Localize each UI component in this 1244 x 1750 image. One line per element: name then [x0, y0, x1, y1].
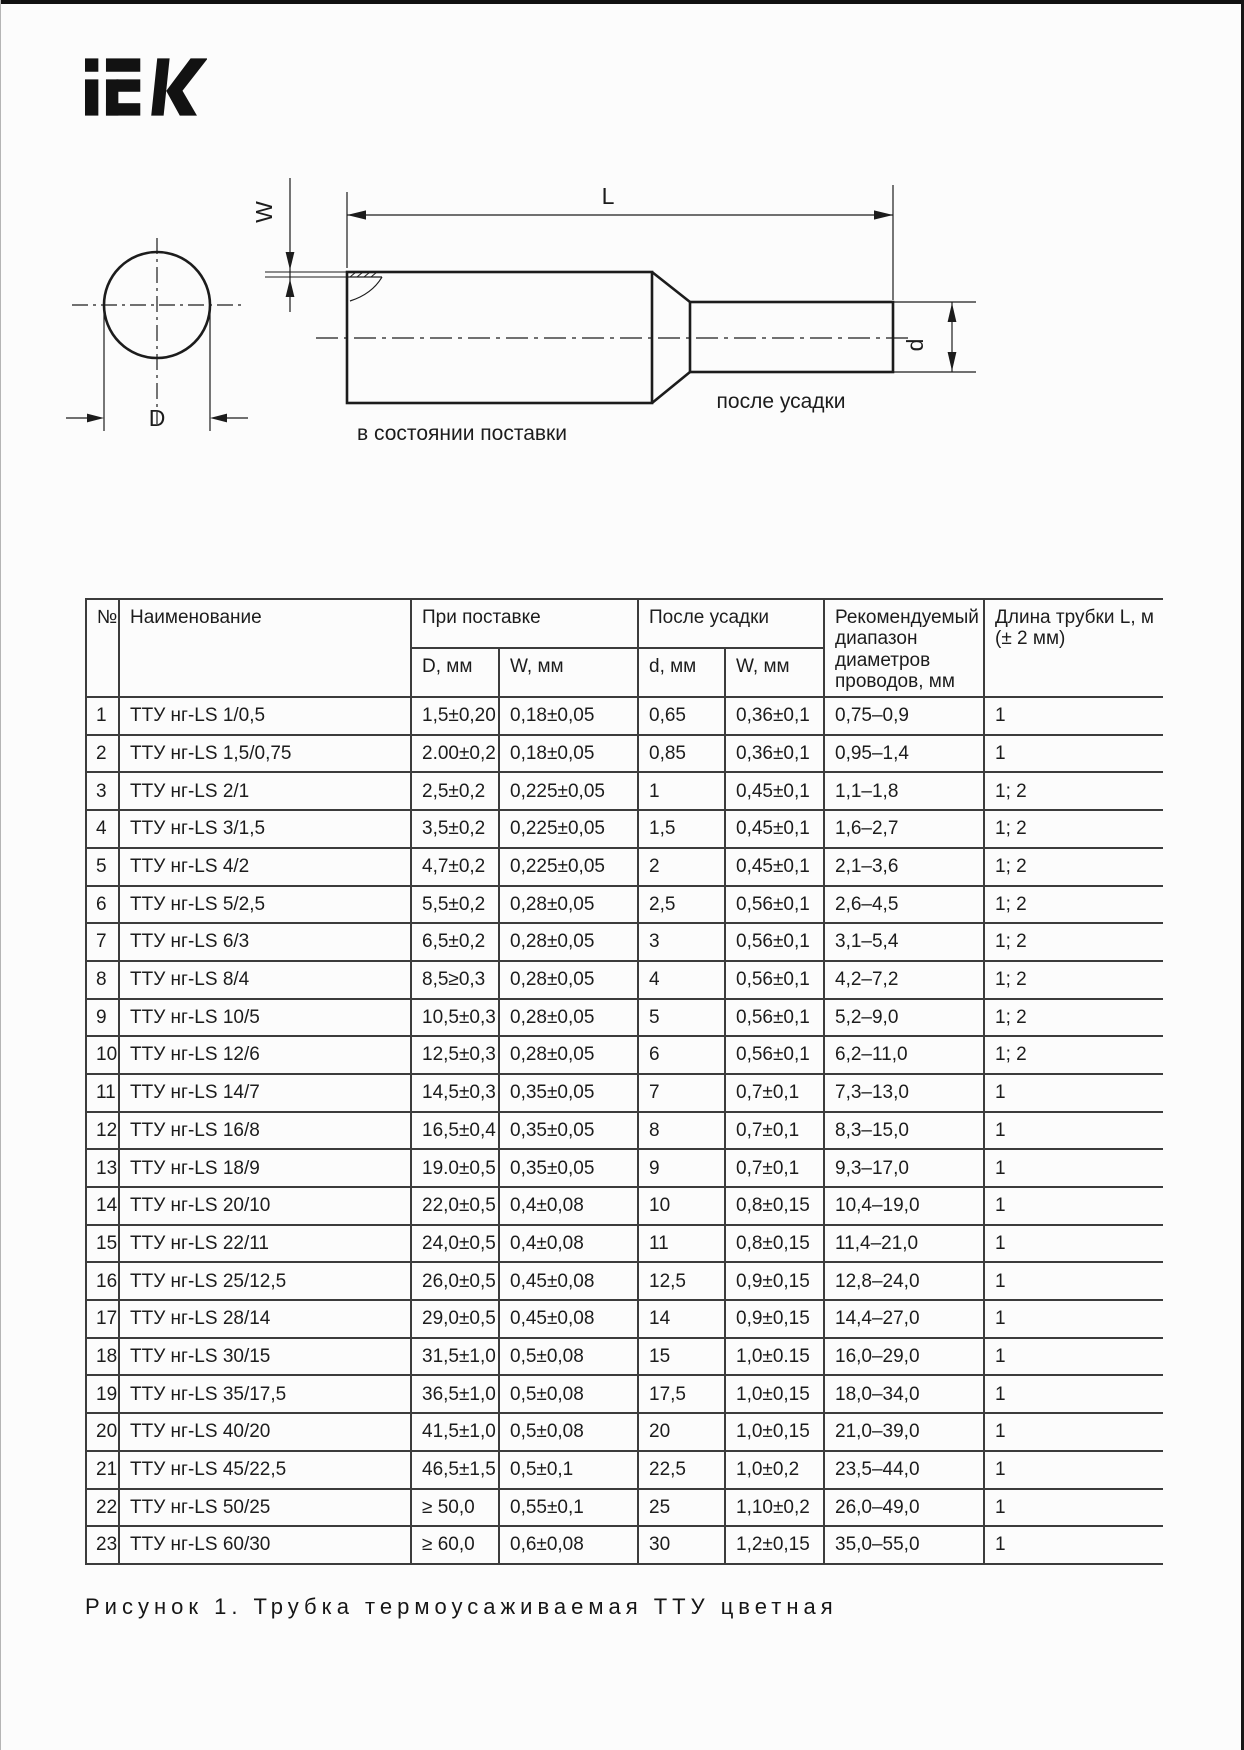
- table-cell: 0,7±0,1: [725, 1149, 824, 1187]
- table-row: [86, 1074, 1163, 1112]
- col-group-shrunk: После усадки: [638, 599, 824, 648]
- spec-table: [85, 598, 1163, 1565]
- col-header-number: №: [86, 599, 119, 697]
- table-cell: 1,5: [638, 810, 725, 848]
- table-cell: 17: [86, 1300, 119, 1338]
- table-cell: 1,1–1,8: [824, 772, 984, 810]
- col-header-length: Длина трубки L, м (± 2 мм): [984, 599, 1163, 697]
- table-cell: 1; 2: [984, 886, 1163, 924]
- table-cell: 1,0±0,2: [725, 1451, 824, 1489]
- table-cell: 0,8±0,15: [725, 1187, 824, 1225]
- table-cell: 1,0±0,15: [725, 1375, 824, 1413]
- table-cell: 19.0±0,5: [411, 1149, 499, 1187]
- table-cell: 13: [86, 1149, 119, 1187]
- table-cell: 10: [86, 1036, 119, 1074]
- table-cell: 1: [984, 1187, 1163, 1225]
- table-cell: 0,4±0,08: [499, 1225, 638, 1263]
- table-cell: 0,45±0,1: [725, 810, 824, 848]
- table-cell: ТТУ нг-LS 40/20: [119, 1413, 411, 1451]
- table-cell: 0,225±0,05: [499, 772, 638, 810]
- table-cell: 46,5±1,5: [411, 1451, 499, 1489]
- table-cell: 0,4±0,08: [499, 1187, 638, 1225]
- table-cell: 14,4–27,0: [824, 1300, 984, 1338]
- table-cell: 0,28±0,05: [499, 923, 638, 961]
- table-cell: 0,7±0,1: [725, 1074, 824, 1112]
- table-cell: 1,0±0.15: [725, 1338, 824, 1376]
- table-cell: 1; 2: [984, 772, 1163, 810]
- table-cell: 1: [984, 1074, 1163, 1112]
- table-cell: 0,8±0,15: [725, 1225, 824, 1263]
- dim-label-d: d: [902, 338, 928, 352]
- table-cell: 2,5: [638, 886, 725, 924]
- table-cell: ≥ 50,0: [411, 1489, 499, 1527]
- table-cell: 0,56±0,1: [725, 923, 824, 961]
- table-cell: 30: [638, 1526, 725, 1564]
- table-cell: 0,56±0,1: [725, 999, 824, 1037]
- table-cell: 11: [86, 1074, 119, 1112]
- table-cell: 1,6–2,7: [824, 810, 984, 848]
- table-cell: ТТУ нг-LS 35/17,5: [119, 1375, 411, 1413]
- table-cell: 2,6–4,5: [824, 886, 984, 924]
- table-cell: 8,3–15,0: [824, 1112, 984, 1150]
- table-row: [86, 1036, 1163, 1074]
- table-cell: ≥ 60,0: [411, 1526, 499, 1564]
- dim-label-W: W: [251, 201, 277, 223]
- table-cell: 19: [86, 1375, 119, 1413]
- table-cell: 1: [86, 697, 119, 735]
- table-cell: 7: [86, 923, 119, 961]
- col-header-D-supplied: D, мм: [411, 648, 499, 697]
- table-cell: 1,0±0,15: [725, 1413, 824, 1451]
- table-cell: 0,6±0,08: [499, 1526, 638, 1564]
- table-cell: 1,10±0,2: [725, 1489, 824, 1527]
- table-cell: 25: [638, 1489, 725, 1527]
- table-cell: 0,36±0,1: [725, 697, 824, 735]
- table-cell: 7: [638, 1074, 725, 1112]
- table-cell: 0,45±0,08: [499, 1262, 638, 1300]
- table-cell: 0,65: [638, 697, 725, 735]
- table-cell: 0,28±0,05: [499, 1036, 638, 1074]
- table-cell: 0,36±0,1: [725, 735, 824, 773]
- table-cell: 9: [638, 1149, 725, 1187]
- table-row: [86, 1262, 1163, 1300]
- table-cell: 4: [86, 810, 119, 848]
- table-cell: 15: [638, 1338, 725, 1376]
- table-cell: ТТУ нг-LS 45/22,5: [119, 1451, 411, 1489]
- table-cell: 0,45±0,1: [725, 848, 824, 886]
- table-cell: 8,5≥0,3: [411, 961, 499, 999]
- table-cell: ТТУ нг-LS 4/2: [119, 848, 411, 886]
- table-row: [86, 1300, 1163, 1338]
- table-cell: 0,5±0,1: [499, 1451, 638, 1489]
- table-cell: 16,0–29,0: [824, 1338, 984, 1376]
- table-row: [86, 886, 1163, 924]
- table-cell: 0,56±0,1: [725, 1036, 824, 1074]
- table-cell: 1; 2: [984, 1036, 1163, 1074]
- table-cell: 0,7±0,1: [725, 1112, 824, 1150]
- table-cell: 1: [984, 735, 1163, 773]
- table-cell: ТТУ нг-LS 2/1: [119, 772, 411, 810]
- table-cell: 17,5: [638, 1375, 725, 1413]
- table-cell: 0,225±0,05: [499, 848, 638, 886]
- table-cell: 6: [638, 1036, 725, 1074]
- table-cell: 12: [86, 1112, 119, 1150]
- table-cell: 4,2–7,2: [824, 961, 984, 999]
- table-cell: ТТУ нг-LS 3/1,5: [119, 810, 411, 848]
- table-cell: 0,9±0,15: [725, 1300, 824, 1338]
- table-cell: 2: [638, 848, 725, 886]
- table-cell: 5: [86, 848, 119, 886]
- table-cell: 0,56±0,1: [725, 961, 824, 999]
- table-cell: 4,7±0,2: [411, 848, 499, 886]
- table-cell: 3,1–5,4: [824, 923, 984, 961]
- table-cell: 12,5±0,3: [411, 1036, 499, 1074]
- table-cell: 22,0±0,5: [411, 1187, 499, 1225]
- dim-label-L: L: [601, 183, 615, 209]
- table-cell: 6: [86, 886, 119, 924]
- table-cell: 12,5: [638, 1262, 725, 1300]
- table-cell: ТТУ нг-LS 12/6: [119, 1036, 411, 1074]
- table-cell: 6,2–11,0: [824, 1036, 984, 1074]
- table-cell: 26,0–49,0: [824, 1489, 984, 1527]
- table-cell: 5: [638, 999, 725, 1037]
- table-cell: 8: [638, 1112, 725, 1150]
- table-cell: 1: [984, 1262, 1163, 1300]
- table-cell: 1: [984, 1112, 1163, 1150]
- table-cell: 8: [86, 961, 119, 999]
- table-cell: 1; 2: [984, 810, 1163, 848]
- table-cell: 0,28±0,05: [499, 999, 638, 1037]
- table-cell: 9: [86, 999, 119, 1037]
- table-cell: 0,35±0,05: [499, 1074, 638, 1112]
- table-cell: ТТУ нг-LS 18/9: [119, 1149, 411, 1187]
- table-cell: 7,3–13,0: [824, 1074, 984, 1112]
- table-cell: 0,55±0,1: [499, 1489, 638, 1527]
- table-cell: 2,1–3,6: [824, 848, 984, 886]
- table-cell: ТТУ нг-LS 1,5/0,75: [119, 735, 411, 773]
- table-row: [86, 1225, 1163, 1263]
- table-cell: 26,0±0,5: [411, 1262, 499, 1300]
- spec-table-body: [86, 697, 1163, 1564]
- table-cell: 3,5±0,2: [411, 810, 499, 848]
- table-cell: 3: [86, 772, 119, 810]
- table-cell: 2,5±0,2: [411, 772, 499, 810]
- table-cell: 1: [984, 1526, 1163, 1564]
- table-cell: 0,45±0,1: [725, 772, 824, 810]
- table-cell: 11,4–21,0: [824, 1225, 984, 1263]
- table-cell: ТТУ нг-LS 5/2,5: [119, 886, 411, 924]
- table-cell: ТТУ нг-LS 6/3: [119, 923, 411, 961]
- table-cell: 0,45±0,08: [499, 1300, 638, 1338]
- table-cell: 14,5±0,3: [411, 1074, 499, 1112]
- figure-caption: Рисунок 1. Трубка термоусаживаемая ТТУ цветная: [85, 1594, 838, 1619]
- table-cell: ТТУ нг-LS 50/25: [119, 1489, 411, 1527]
- tube-shrunk-outline: [690, 302, 893, 372]
- table-cell: 23: [86, 1526, 119, 1564]
- table-cell: 1; 2: [984, 999, 1163, 1037]
- table-cell: 1: [984, 1225, 1163, 1263]
- col-group-supplied: При поставке: [411, 599, 638, 648]
- table-row: [86, 1112, 1163, 1150]
- table-cell: 2: [86, 735, 119, 773]
- table-cell: 5,5±0,2: [411, 886, 499, 924]
- table-cell: 0,95–1,4: [824, 735, 984, 773]
- table-cell: 1; 2: [984, 848, 1163, 886]
- table-row: [86, 961, 1163, 999]
- table-cell: 1; 2: [984, 961, 1163, 999]
- table-row: [86, 1338, 1163, 1376]
- table-cell: ТТУ нг-LS 16/8: [119, 1112, 411, 1150]
- table-cell: 21,0–39,0: [824, 1413, 984, 1451]
- table-cell: ТТУ нг-LS 28/14: [119, 1300, 411, 1338]
- table-cell: 0,28±0,05: [499, 961, 638, 999]
- table-cell: 18,0–34,0: [824, 1375, 984, 1413]
- table-cell: 35,0–55,0: [824, 1526, 984, 1564]
- table-cell: 18: [86, 1338, 119, 1376]
- table-cell: 1: [984, 697, 1163, 735]
- table-cell: 0,9±0,15: [725, 1262, 824, 1300]
- table-row: [86, 999, 1163, 1037]
- table-cell: 0,35±0,05: [499, 1112, 638, 1150]
- table-cell: ТТУ нг-LS 30/15: [119, 1338, 411, 1376]
- table-cell: 41,5±1,0: [411, 1413, 499, 1451]
- table-cell: 5,2–9,0: [824, 999, 984, 1037]
- table-row: [86, 772, 1163, 810]
- table-cell: 1: [984, 1413, 1163, 1451]
- table-cell: 1: [984, 1375, 1163, 1413]
- table-cell: 0,75–0,9: [824, 697, 984, 735]
- table-cell: 31,5±1,0: [411, 1338, 499, 1376]
- table-row: [86, 697, 1163, 735]
- table-cell: 10,5±0,3: [411, 999, 499, 1037]
- table-cell: 21: [86, 1451, 119, 1489]
- table-cell: 9,3–17,0: [824, 1149, 984, 1187]
- table-cell: ТТУ нг-LS 14/7: [119, 1074, 411, 1112]
- table-cell: 0,56±0,1: [725, 886, 824, 924]
- table-cell: 1,5±0,20: [411, 697, 499, 735]
- table-cell: 1: [638, 772, 725, 810]
- table-cell: 20: [86, 1413, 119, 1451]
- table-cell: 16: [86, 1262, 119, 1300]
- col-header-W-supplied: W, мм: [499, 648, 638, 697]
- table-cell: 1: [984, 1149, 1163, 1187]
- table-cell: ТТУ нг-LS 1/0,5: [119, 697, 411, 735]
- table-cell: 0,18±0,05: [499, 697, 638, 735]
- col-header-W-shrunk: W, мм: [725, 648, 824, 697]
- table-cell: 29,0±0,5: [411, 1300, 499, 1338]
- table-cell: 1: [984, 1489, 1163, 1527]
- table-cell: 11: [638, 1225, 725, 1263]
- col-header-name: Наименование: [119, 599, 411, 697]
- table-cell: 16,5±0,4: [411, 1112, 499, 1150]
- table-cell: ТТУ нг-LS 20/10: [119, 1187, 411, 1225]
- table-cell: 1: [984, 1451, 1163, 1489]
- table-cell: 4: [638, 961, 725, 999]
- table-row: [86, 735, 1163, 773]
- table-cell: 10: [638, 1187, 725, 1225]
- table-cell: 22,5: [638, 1451, 725, 1489]
- table-cell: 10,4–19,0: [824, 1187, 984, 1225]
- table-cell: ТТУ нг-LS 8/4: [119, 961, 411, 999]
- table-row: [86, 1375, 1163, 1413]
- label-supplied-state: в состоянии поставки: [357, 422, 567, 445]
- table-cell: ТТУ нг-LS 22/11: [119, 1225, 411, 1263]
- table-cell: ТТУ нг-LS 60/30: [119, 1526, 411, 1564]
- table-row: [86, 1451, 1163, 1489]
- table-cell: 23,5–44,0: [824, 1451, 984, 1489]
- table-cell: 0,35±0,05: [499, 1149, 638, 1187]
- table-cell: 0,5±0,08: [499, 1338, 638, 1376]
- tube-diagram: [0, 0, 1244, 500]
- table-row: [86, 1187, 1163, 1225]
- table-cell: 0,225±0,05: [499, 810, 638, 848]
- table-row: [86, 1149, 1163, 1187]
- table-cell: 0,28±0,05: [499, 886, 638, 924]
- table-cell: ТТУ нг-LS 10/5: [119, 999, 411, 1037]
- table-cell: 6,5±0,2: [411, 923, 499, 961]
- table-cell: 12,8–24,0: [824, 1262, 984, 1300]
- table-cell: 0,85: [638, 735, 725, 773]
- table-row: [86, 1413, 1163, 1451]
- dim-label-D: D: [148, 405, 166, 431]
- table-cell: 2.00±0,2: [411, 735, 499, 773]
- label-after-shrink: после усадки: [716, 390, 846, 413]
- table-cell: 0,5±0,08: [499, 1375, 638, 1413]
- table-cell: 0,5±0,08: [499, 1413, 638, 1451]
- table-row: [86, 1489, 1163, 1527]
- table-cell: 1,2±0,15: [725, 1526, 824, 1564]
- table-cell: 1: [984, 1338, 1163, 1376]
- table-cell: 14: [86, 1187, 119, 1225]
- table-cell: 1; 2: [984, 923, 1163, 961]
- table-cell: ТТУ нг-LS 25/12,5: [119, 1262, 411, 1300]
- table-row: [86, 923, 1163, 961]
- table-cell: 24,0±0,5: [411, 1225, 499, 1263]
- table-cell: 20: [638, 1413, 725, 1451]
- table-cell: 15: [86, 1225, 119, 1263]
- table-row: [86, 1526, 1163, 1564]
- table-cell: 1: [984, 1300, 1163, 1338]
- table-cell: 3: [638, 923, 725, 961]
- col-header-d-shrunk: d, мм: [638, 648, 725, 697]
- table-cell: 14: [638, 1300, 725, 1338]
- table-cell: 0,18±0,05: [499, 735, 638, 773]
- table-cell: 22: [86, 1489, 119, 1527]
- table-row: [86, 810, 1163, 848]
- table-row: [86, 848, 1163, 886]
- table-cell: 36,5±1,0: [411, 1375, 499, 1413]
- col-header-wire-range: Рекомендуемый диапазон диаметров проводов, мм: [824, 599, 984, 697]
